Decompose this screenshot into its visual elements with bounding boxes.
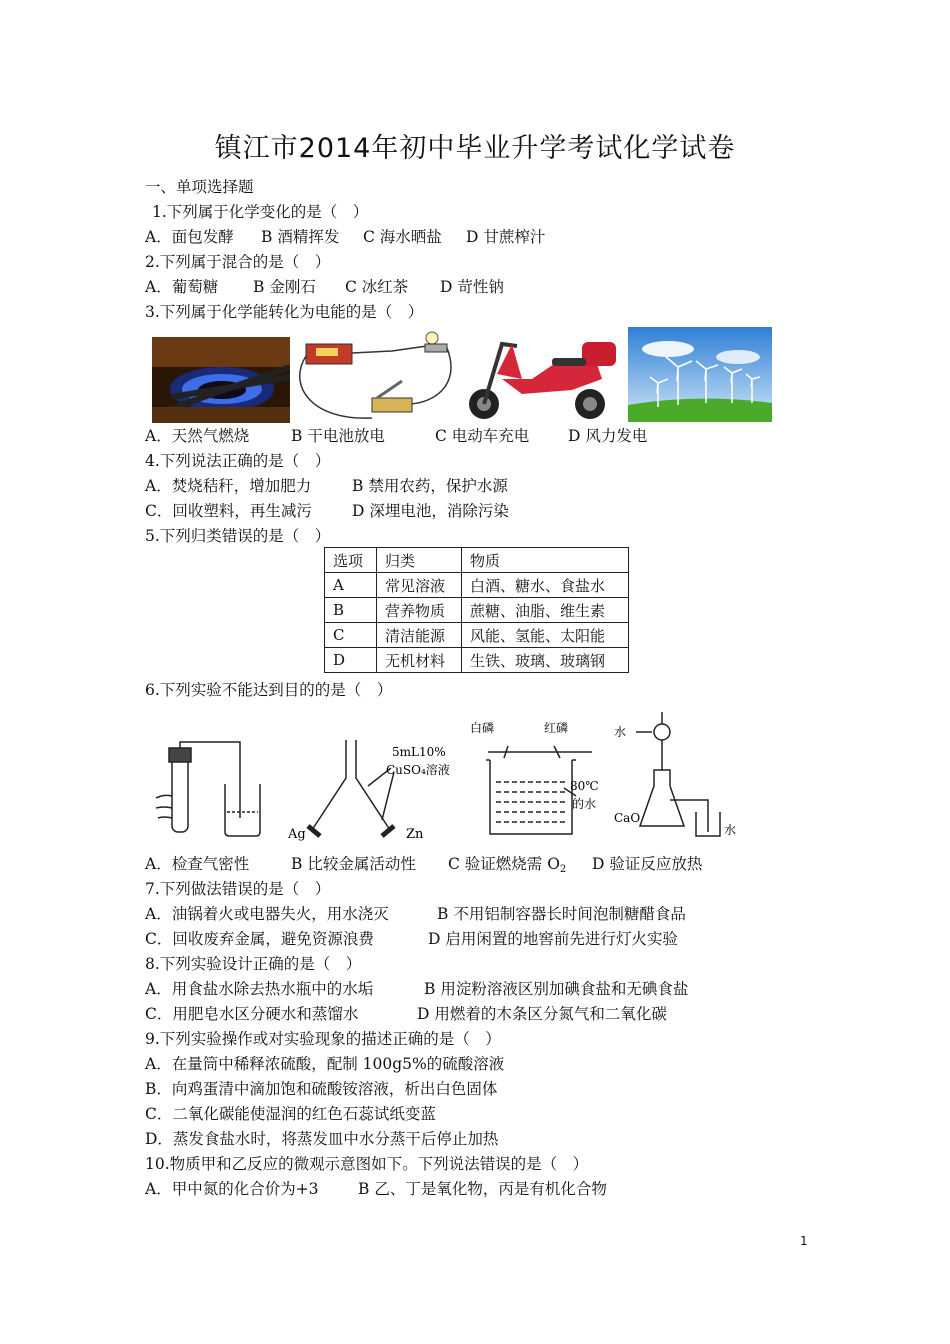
airtightness-apparatus-figure	[152, 736, 282, 846]
table-cell: 常见溶液	[377, 573, 462, 598]
red-phosphorus-label: 红磷	[544, 721, 569, 735]
silver-label: Ag	[288, 827, 306, 842]
table-cell: B	[325, 598, 377, 623]
question-3-stem: 3.下列属于化学能转化为电能的是（ ）	[145, 303, 424, 321]
q10-option-b: B 乙、丁是氧化物，丙是有机化合物	[358, 1180, 607, 1198]
table-row	[325, 598, 629, 623]
table-row	[325, 573, 629, 598]
question-4-options-row1	[145, 476, 508, 496]
temperature-label: 80℃	[570, 779, 599, 793]
table-header-cell: 归类	[377, 548, 462, 573]
question-8-options-row2	[145, 1004, 667, 1024]
q3-option-a: A．天然气燃烧	[145, 427, 250, 445]
question-6-stem: 6.下列实验不能达到目的的是（ ）	[145, 681, 393, 699]
question-8-stem: 8.下列实验设计正确的是（ ）	[145, 955, 362, 973]
table-header-row	[325, 548, 629, 573]
q7-option-a: A．油锅着火或电器失火，用水浇灭	[145, 905, 389, 923]
q4-option-a: A．焚烧秸秆，增加肥力	[145, 477, 312, 495]
water-top-label: 水	[614, 725, 627, 739]
combustion-figure	[468, 718, 608, 844]
table-cell: 蔗糖、油脂、维生素	[462, 598, 629, 623]
question-2-options	[145, 277, 504, 297]
table-cell: A	[325, 573, 377, 598]
table-cell: 风能、氢能、太阳能	[462, 623, 629, 648]
q3-option-d: D 风力发电	[568, 427, 648, 445]
table-row	[325, 648, 629, 673]
q7-option-d: D 启用闲置的地窖前先进行灯火实验	[428, 930, 678, 948]
table-cell: C	[325, 623, 377, 648]
question-4-stem: 4.下列说法正确的是（ ）	[145, 452, 331, 470]
electric-scooter-image	[462, 324, 622, 424]
q1-option-c: C 海水晒盐	[363, 228, 442, 246]
table-header-cell: 物质	[462, 548, 629, 573]
q9-option-d: D．蒸发食盐水时，将蒸发皿中水分蒸干后停止加热	[145, 1130, 499, 1148]
q2-option-a: A．葡萄糖	[145, 278, 219, 296]
question-2-stem: 2.下列属于混合的是（ ）	[145, 253, 331, 271]
table-cell: 生铁、玻璃、玻璃钢	[462, 648, 629, 673]
question-8-options-row1	[145, 979, 688, 999]
question-6-options	[145, 854, 702, 880]
q9-option-b: B．向鸡蛋清中滴加饱和硫酸铵溶液，析出白色固体	[145, 1080, 498, 1098]
section-heading: 一、单项选择题	[145, 178, 254, 196]
q9-option-c: C．二氧化碳能使湿润的红色石蕊试纸变蓝	[145, 1105, 436, 1123]
table-cell: 无机材料	[377, 648, 462, 673]
question-1-stem: 1.下列属于化学变化的是（ ）	[152, 203, 369, 221]
question-5-stem: 5.下列归类错误的是（ ）	[145, 527, 331, 545]
table-header-cell: 选项	[325, 548, 377, 573]
question-7-options-row2	[145, 929, 678, 949]
q6-option-d: D 验证反应放热	[592, 855, 703, 873]
q2-option-d: D 苛性钠	[440, 278, 504, 296]
classification-table	[324, 547, 629, 673]
question-1-options	[145, 227, 545, 247]
table-cell: 营养物质	[377, 598, 462, 623]
solution-label-1: 5mL10%	[392, 745, 446, 759]
q3-option-c: C 电动车充电	[435, 427, 530, 445]
question-7-options-row1	[145, 904, 686, 924]
table-cell: 清洁能源	[377, 623, 462, 648]
solution-label-2: CuSO₄溶液	[386, 763, 450, 777]
water-side-label: 水	[724, 823, 737, 837]
page-number: 1	[800, 1234, 808, 1248]
q4-option-b: B 禁用农药，保护水源	[352, 477, 508, 495]
q8-option-d: D 用燃着的木条区分氮气和二氧化碳	[417, 1005, 667, 1023]
metal-activity-figure	[286, 738, 466, 844]
question-9-stem: 9.下列实验操作或对实验现象的描述正确的是（ ）	[145, 1030, 501, 1048]
q4-option-c: C．回收塑料，再生减污	[145, 502, 312, 520]
question-10-options	[145, 1179, 607, 1199]
cao-label: CaO	[614, 811, 641, 825]
q10-option-a: A．甲中氮的化合价为+3	[145, 1180, 319, 1198]
q9-option-a: A．在量筒中稀释浓硫酸，配制 100g5%的硫酸溶液	[145, 1055, 505, 1073]
zinc-label: Zn	[406, 827, 424, 842]
question-4-options-row2	[145, 501, 509, 521]
question-3-options	[145, 426, 647, 446]
q1-option-d: D 甘蔗榨汁	[466, 228, 546, 246]
q8-option-b: B 用淀粉溶液区别加碘食盐和无碘食盐	[424, 980, 689, 998]
table-cell: 白酒、糖水、食盐水	[462, 573, 629, 598]
q1-option-a: A．面包发酵	[145, 228, 234, 246]
question-7-stem: 7.下列做法错误的是（ ）	[145, 880, 331, 898]
q1-option-b: B 酒精挥发	[261, 228, 340, 246]
q3-option-b: B 干电池放电	[291, 427, 385, 445]
table-cell: D	[325, 648, 377, 673]
gas-flame-image	[152, 337, 290, 423]
question-10-stem: 10.物质甲和乙反应的微观示意图如下。下列说法错误的是（ ）	[145, 1155, 589, 1173]
q6-option-a: A．检查气密性	[145, 855, 250, 873]
q2-option-c: C 冰红茶	[345, 278, 409, 296]
q6-option-b: B 比较金属活动性	[291, 855, 416, 873]
battery-circuit-image	[292, 326, 460, 426]
q2-option-b: B 金刚石	[253, 278, 316, 296]
q7-option-b: B 不用铝制容器长时间泡制糖醋食品	[437, 905, 686, 923]
q8-option-a: A．用食盐水除去热水瓶中的水垢	[145, 980, 374, 998]
q6-option-c: C 验证燃烧需 $O_2$	[448, 855, 567, 875]
water-label: 的水	[572, 797, 597, 811]
q7-option-c: C．回收废弃金属，避免资源浪费	[145, 930, 374, 948]
q8-option-c: C．用肥皂水区分硬水和蒸馏水	[145, 1005, 359, 1023]
table-row	[325, 623, 629, 648]
heat-release-figure	[612, 708, 744, 844]
wind-turbines-image	[628, 327, 772, 422]
q4-option-d: D 深埋电池，消除污染	[352, 502, 509, 520]
white-phosphorus-label: 白磷	[470, 721, 495, 735]
page-title: 镇江市2014年初中毕业升学考试化学试卷	[214, 133, 736, 164]
